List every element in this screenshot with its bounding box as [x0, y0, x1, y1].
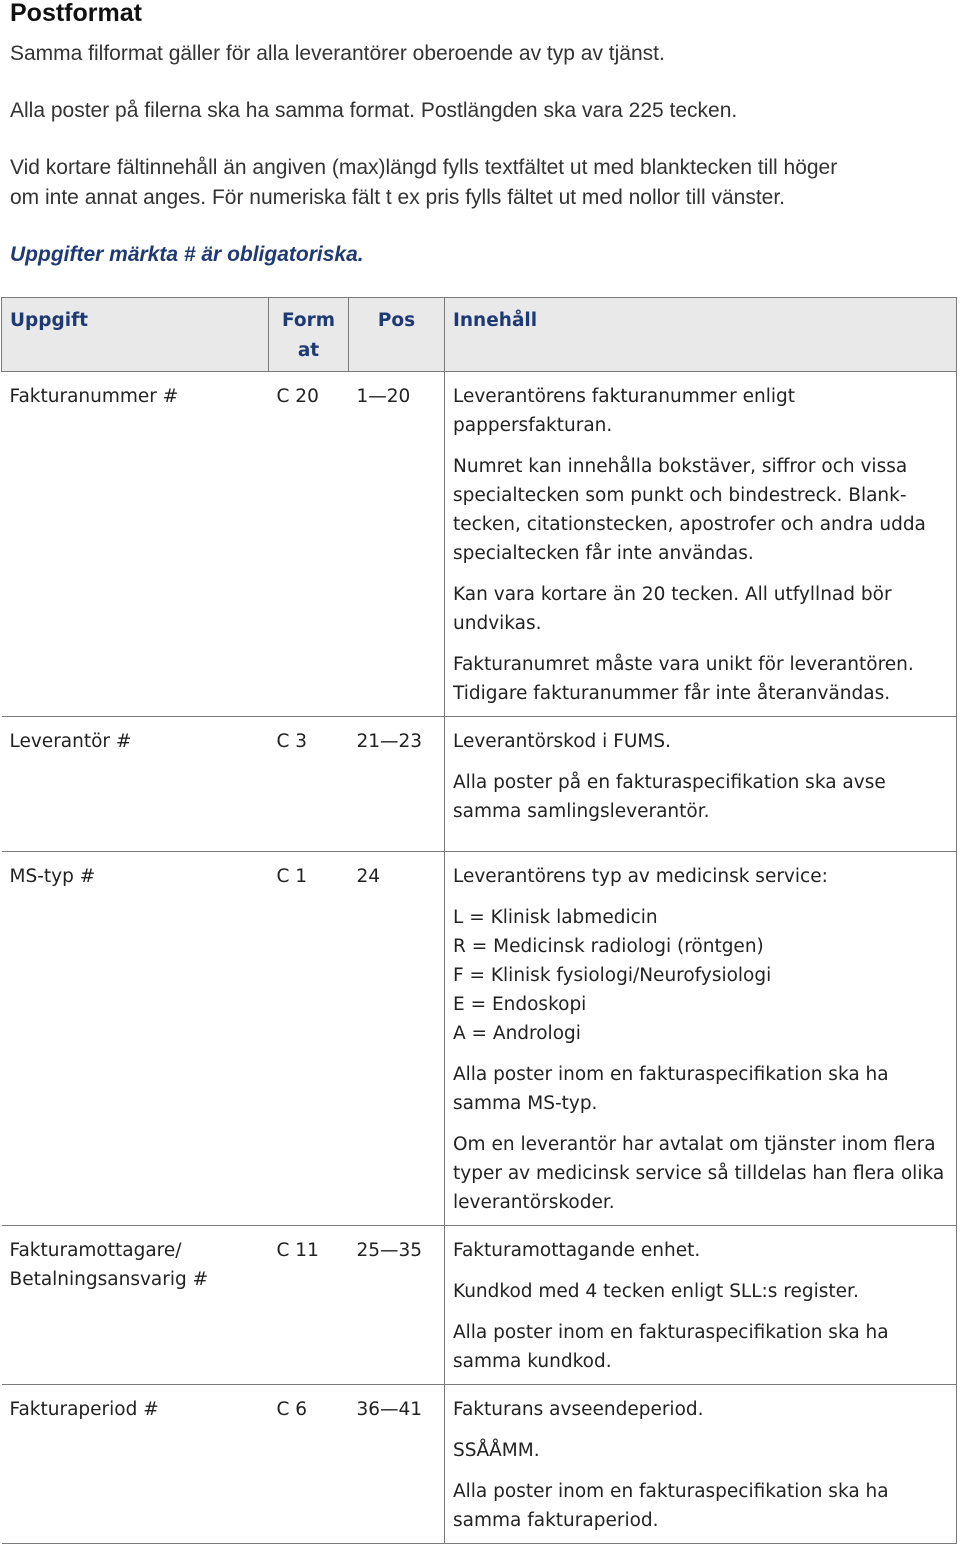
innehall-line: E = Endoskopi [453, 994, 587, 1015]
innehall-line: Om en leverantör har avtalat om tjänster inom flera [453, 1134, 936, 1155]
innehall-line: leverantörskoder. [453, 1192, 615, 1213]
cell-pos: 25—35 [349, 1226, 445, 1385]
intro-line-1: Samma filformat gäller för alla leverantörer oberoende av typ av tjänst. [10, 42, 665, 65]
page-title: Postformat [10, 0, 142, 27]
innehall-line: Alla poster på en fakturaspecifikation ska avse [453, 772, 886, 793]
innehall-line: Alla poster inom en fakturaspecifikation ska ha [453, 1064, 889, 1085]
intro-line-3a: Vid kortare fältinnehåll än angiven (max)längd fylls textfältet ut med blanktecken till höger [10, 156, 838, 179]
innehall-paragraph [453, 1130, 948, 1217]
innehall-line: Alla poster inom en fakturaspecifikation ska ha [453, 1481, 889, 1502]
cell-uppgift [2, 1385, 269, 1544]
innehall-line: samma fakturaperiod. [453, 1510, 659, 1531]
uppgift-text: Leverantör # [9, 731, 132, 752]
innehall-line: tecken, citationstecken, apostrofer och andra udda [453, 514, 926, 535]
innehall-paragraph [453, 1236, 948, 1265]
innehall-line: L = Klinisk labmedicin [453, 907, 658, 928]
innehall-line: Tidigare fakturanummer får inte återanvändas. [453, 683, 891, 704]
innehall-line: specialtecken som punkt och bindestreck. Blank- [453, 485, 907, 506]
table-row [2, 1385, 957, 1544]
innehall-line: Kundkod med 4 tecken enligt SLL:s register. [453, 1281, 859, 1302]
innehall-paragraph [453, 1318, 948, 1376]
table-row [2, 852, 957, 1226]
innehall-line: samma samlingsleverantör. [453, 801, 710, 822]
innehall-paragraph [453, 1477, 948, 1535]
uppgift-text: Fakturamottagare/ [9, 1240, 182, 1261]
innehall-line: Alla poster inom en fakturaspecifikation ska ha [453, 1322, 889, 1343]
innehall-line: Kan vara kortare än 20 tecken. All utfyllnad bör [453, 584, 892, 605]
innehall-line: A = Andrologi [453, 1023, 581, 1044]
intro-line-3b: om inte annat anges. För numeriska fält t ex pris fylls fältet ut med nollor till vänster. [10, 186, 786, 209]
cell-uppgift [2, 717, 269, 852]
cell-innehall [445, 372, 957, 717]
table-row [2, 372, 957, 717]
innehall-paragraph [453, 1060, 948, 1118]
innehall-paragraph [453, 727, 948, 756]
innehall-line: samma kundkod. [453, 1351, 612, 1372]
innehall-line: pappersfakturan. [453, 415, 613, 436]
header-innehall: Innehåll [445, 298, 957, 372]
uppgift-text: MS-typ # [9, 866, 96, 887]
cell-uppgift [2, 372, 269, 717]
intro-line-2: Alla poster på filerna ska ha samma format. Postlängden ska vara 225 tecken. [10, 99, 738, 122]
cell-pos: 24 [349, 852, 445, 1226]
cell-format: C 11 [269, 1226, 349, 1385]
field-spec-table [1, 297, 957, 1544]
innehall-line: F = Klinisk fysiologi/Neurofysiologi [453, 965, 772, 986]
cell-uppgift [2, 1226, 269, 1385]
cell-pos: 21—23 [349, 717, 445, 852]
cell-uppgift [2, 852, 269, 1226]
innehall-line: Fakturamottagande enhet. [453, 1240, 701, 1261]
table-header-row [2, 298, 957, 372]
table-row [2, 717, 957, 852]
cell-format: C 1 [269, 852, 349, 1226]
innehall-line: Fakturans avseendeperiod. [453, 1399, 704, 1420]
cell-innehall [445, 852, 957, 1226]
uppgift-text: Fakturaperiod # [9, 1399, 159, 1420]
cell-innehall [445, 1226, 957, 1385]
innehall-paragraph [453, 1395, 948, 1424]
innehall-paragraph [453, 382, 948, 440]
uppgift-text: Fakturanummer # [9, 386, 179, 407]
innehall-line: Leverantörens typ av medicinsk service: [453, 866, 828, 887]
innehall-paragraph [453, 650, 948, 708]
innehall-line: SSÅÅMM. [453, 1440, 540, 1461]
innehall-paragraph [453, 862, 948, 891]
table-row [2, 1226, 957, 1385]
innehall-line: specialtecken får inte användas. [453, 543, 754, 564]
header-uppgift: Uppgift [2, 298, 269, 372]
header-pos: Pos [349, 298, 445, 372]
innehall-paragraph [453, 1436, 948, 1465]
innehall-line: Leverantörskod i FUMS. [453, 731, 671, 752]
innehall-paragraph [453, 903, 948, 1048]
innehall-line: samma MS-typ. [453, 1093, 598, 1114]
cell-pos: 1—20 [356, 386, 411, 407]
cell-format: C 20 [276, 386, 319, 407]
cell-pos: 36—41 [349, 1385, 445, 1544]
cell-innehall [445, 1385, 957, 1544]
innehall-line: undvikas. [453, 613, 542, 634]
innehall-line: R = Medicinsk radiologi (röntgen) [453, 936, 764, 957]
innehall-paragraph [453, 452, 948, 568]
cell-format: C 3 [269, 717, 349, 852]
innehall-paragraph [453, 768, 948, 826]
header-format: Form at [269, 298, 349, 372]
cell-innehall [445, 717, 957, 852]
mandatory-note: Uppgifter märkta # är obligatoriska. [10, 243, 364, 266]
innehall-line: Numret kan innehålla bokstäver, siffror och vissa [453, 456, 908, 477]
innehall-line: typer av medicinsk service så tilldelas han flera olika [453, 1163, 945, 1184]
cell-format: C 6 [269, 1385, 349, 1544]
innehall-line: Fakturanumret måste vara unikt för leverantören. [453, 654, 914, 675]
innehall-line: Leverantörens fakturanummer enligt [453, 386, 795, 407]
innehall-paragraph [453, 580, 948, 638]
innehall-paragraph [453, 1277, 948, 1306]
uppgift-text: Betalningsansvarig # [9, 1269, 209, 1290]
